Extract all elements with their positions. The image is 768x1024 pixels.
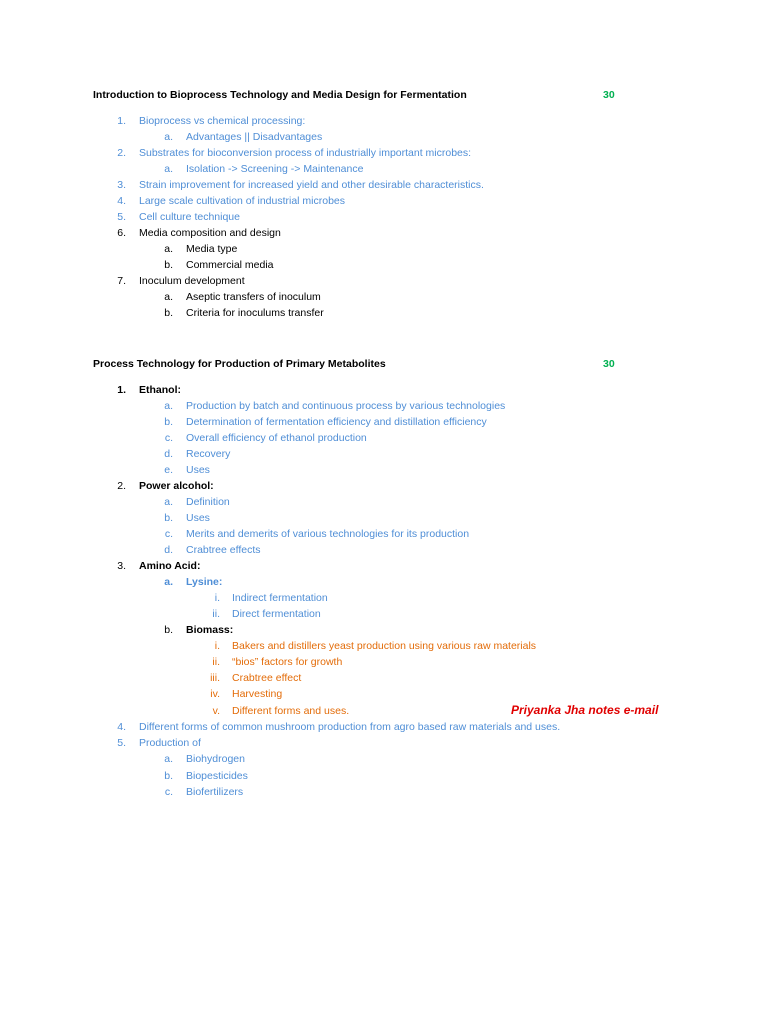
list-item-text: Recovery	[186, 448, 231, 460]
list-item-number: a.	[164, 131, 173, 143]
list-item-number: 1.	[117, 384, 126, 396]
list-item-text: Indirect fermentation	[232, 592, 328, 604]
list-item-number: v.	[212, 705, 220, 717]
list-item-text: Amino Acid:	[139, 560, 201, 572]
list-item-number: d.	[164, 544, 173, 556]
list-item-text: Uses	[186, 464, 210, 476]
list-item-number: 7.	[117, 275, 126, 287]
list-item-number: i.	[214, 640, 220, 652]
list-item-text: Lysine:	[186, 576, 223, 588]
list-item-text: Uses	[186, 512, 210, 524]
list-item-text: Cell culture technique	[139, 211, 240, 223]
list-item-number: 5.	[117, 737, 126, 749]
list-item-text: Power alcohol:	[139, 480, 214, 492]
list-item-number: i.	[214, 592, 220, 604]
list-item-text: Criteria for inoculums transfer	[186, 307, 324, 319]
section-2-title: Process Technology for Production of Primary Metabolites	[93, 358, 386, 370]
list-item-number: 3.	[117, 560, 126, 572]
list-item-number: b.	[164, 512, 173, 524]
list-item-text: Commercial media	[186, 259, 274, 271]
list-item-text: Media composition and design	[139, 227, 281, 239]
list-item-text: Definition	[186, 496, 230, 508]
list-item-number: 1.	[117, 115, 126, 127]
list-item-number: c.	[164, 528, 173, 540]
list-item-text: Bioprocess vs chemical processing:	[139, 115, 306, 127]
list-item-text: Large scale cultivation of industrial microbes	[139, 195, 346, 207]
list-item-text: Production of	[139, 737, 201, 749]
list-item-text: Aseptic transfers of inoculum	[186, 291, 321, 303]
list-item-text: Media type	[186, 243, 238, 255]
list-item-number: b.	[164, 259, 173, 271]
list-item-text: Isolation -> Screening -> Maintenance	[186, 163, 364, 175]
list-item-text: Different forms of common mushroom production from agro based raw materials and uses.	[139, 721, 561, 733]
list-item-number: e.	[164, 464, 173, 476]
list-item-text: “bios” factors for growth	[232, 656, 343, 668]
list-item-number: b.	[164, 770, 173, 782]
list-item-text: Crabtree effect	[232, 672, 302, 684]
list-item-text: Merits and demerits of various technologies for its production	[186, 528, 470, 540]
signature-note: Priyanka Jha notes e-mail	[511, 703, 659, 717]
section-1-marks: 30	[603, 89, 615, 101]
list-item-number: 4.	[117, 195, 126, 207]
list-item-text: Different forms and uses.	[232, 705, 350, 717]
list-item-number: ii.	[212, 608, 220, 620]
section-1-title: Introduction to Bioprocess Technology and Media Design for Fermentation	[93, 89, 467, 101]
list-item-text: Production by batch and continuous process by various technologies	[186, 400, 506, 412]
list-item-number: a.	[164, 400, 173, 412]
list-item-text: Bakers and distillers yeast production using various raw materials	[232, 640, 537, 652]
list-item-text: Harvesting	[232, 688, 283, 700]
list-item-text: Biomass:	[186, 624, 234, 636]
list-item-number: c.	[164, 432, 173, 444]
list-item-number: b.	[164, 624, 173, 636]
list-item-number: d.	[164, 448, 173, 460]
list-item-number: a.	[164, 496, 173, 508]
list-item-number: b.	[164, 307, 173, 319]
list-item-number: 2.	[117, 480, 126, 492]
list-item-number: a.	[164, 753, 173, 765]
list-item-number: 6.	[117, 227, 126, 239]
list-item-text: Direct fermentation	[232, 608, 321, 620]
list-item-text: Crabtree effects	[186, 544, 261, 556]
list-item-number: 5.	[117, 211, 126, 223]
list-item-text: Substrates for bioconversion process of industrially important microbes:	[139, 147, 472, 159]
list-item-text: Inoculum development	[139, 275, 245, 287]
list-item-text: Ethanol:	[139, 384, 181, 396]
list-item-number: a.	[164, 576, 173, 588]
list-item-number: 4.	[117, 721, 126, 733]
list-item-text: Advantages || Disadvantages	[186, 131, 323, 143]
list-item-number: 2.	[117, 147, 126, 159]
list-item-text: Biopesticides	[186, 770, 248, 782]
list-item-number: a.	[164, 243, 173, 255]
list-item-text: Overall efficiency of ethanol production	[186, 432, 367, 444]
list-item-number: ii.	[212, 656, 220, 668]
list-item-number: c.	[164, 786, 173, 798]
list-item-number: 3.	[117, 179, 126, 191]
list-item-text: Determination of fermentation efficiency and distillation efficiency	[186, 416, 487, 428]
list-item-text: Strain improvement for increased yield and other desirable characteristics.	[139, 179, 484, 191]
section-2-marks: 30	[603, 358, 615, 370]
list-item-number: a.	[164, 291, 173, 303]
list-item-text: Biofertilizers	[186, 786, 244, 798]
list-item-number: a.	[164, 163, 173, 175]
list-item-number: iii.	[210, 672, 220, 684]
list-item-text: Biohydrogen	[186, 753, 245, 765]
list-item-number: iv.	[210, 688, 220, 700]
list-item-number: b.	[164, 416, 173, 428]
